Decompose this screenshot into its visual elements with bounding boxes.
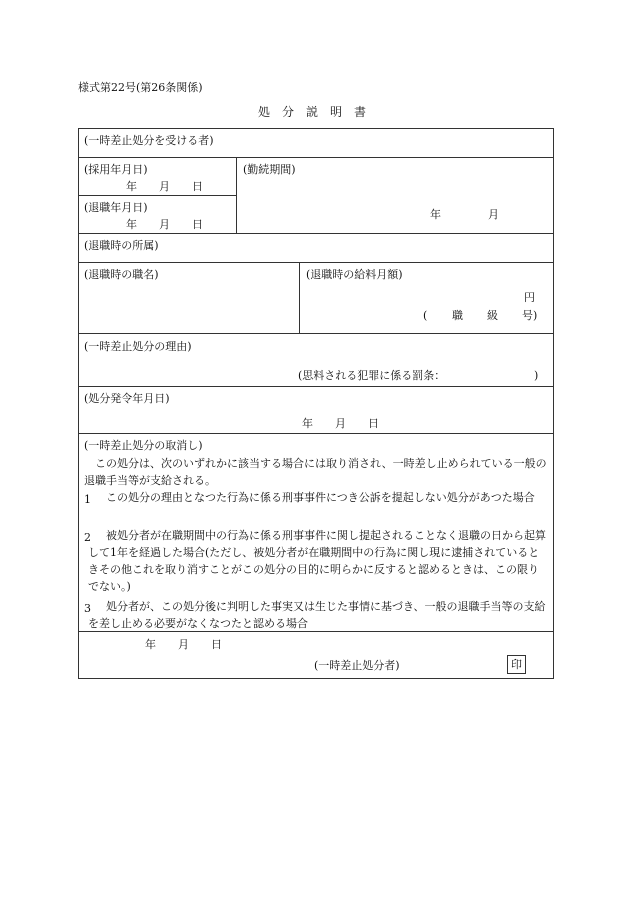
- cancellation-label: (一時差止処分の取消し): [84, 439, 203, 452]
- recipient-label: (一時差止処分を受ける者): [84, 134, 214, 147]
- divider: [236, 157, 237, 233]
- form-number: 様式第22号(第26条関係): [78, 81, 203, 94]
- affiliation-label: (退職時の所属): [84, 239, 159, 252]
- divider: [78, 262, 554, 263]
- issue-date-label: (処分発令年月日): [84, 392, 170, 405]
- divider: [78, 195, 236, 196]
- list-item: この処分の理由となつた行為に係る刑事事件につき公訴を提起しない処分があつた場合: [106, 491, 535, 504]
- grade-shoku: 職: [452, 309, 463, 322]
- employment-date-value: 年 月 日: [126, 180, 203, 193]
- retirement-date-label: (退職年月日): [84, 201, 148, 214]
- grade-open: (: [423, 309, 428, 322]
- penalty-label: (思料される犯罪に係る罰条：: [298, 369, 446, 382]
- list-item-number: 1: [84, 493, 91, 506]
- divider: [299, 262, 300, 333]
- grade-go: 号): [522, 309, 538, 322]
- list-item: 処分者が、この処分後に判明した事実又は生じた事情に基づき、一般の退職手当等の支給を差し止める必要がなくなつたと認める場合: [88, 600, 546, 630]
- service-period-year: 年: [430, 208, 441, 221]
- salary-label: (退職時の給料月額): [306, 268, 403, 281]
- cancellation-intro: この処分は、次のいずれかに該当する場合には取り消され、一時差し止められている一般の退職手当等が支給される。: [84, 457, 547, 487]
- penalty-close: ): [534, 369, 539, 382]
- issue-date-value: 年 月 日: [302, 417, 379, 430]
- divider: [78, 157, 554, 158]
- reason-label: (一時差止処分の理由): [84, 340, 192, 353]
- list-item-number: 3: [84, 602, 91, 615]
- seal-mark: 印: [507, 655, 526, 674]
- list-item-number: 2: [84, 531, 91, 544]
- divider: [78, 233, 554, 234]
- grade-kyu: 級: [487, 309, 498, 322]
- retirement-date-value: 年 月 日: [126, 218, 203, 231]
- position-label: (退職時の職名): [84, 268, 159, 281]
- service-period-label: (勤続期間): [243, 163, 296, 176]
- divider: [78, 386, 554, 387]
- issuer-label: (一時差止処分者): [314, 659, 400, 672]
- employment-date-label: (採用年月日): [84, 163, 148, 176]
- divider: [78, 333, 554, 334]
- list-item: 被処分者が在職期間中の行為に係る刑事事件に関し提起されることなく退職の日から起算して1年を経過した場合(ただし、被処分者が在職期間中の行為に関し現に逮捕されているときその他これを取り消すことがこの処分の目的に明らかに反すると認めるときは、この限りでない。): [88, 529, 546, 593]
- divider: [78, 433, 554, 434]
- salary-yen: 円: [524, 291, 535, 304]
- footer-date: 年 月 日: [145, 638, 222, 651]
- document-title: 処 分 説 明 書: [258, 105, 367, 119]
- service-period-month: 月: [488, 208, 499, 221]
